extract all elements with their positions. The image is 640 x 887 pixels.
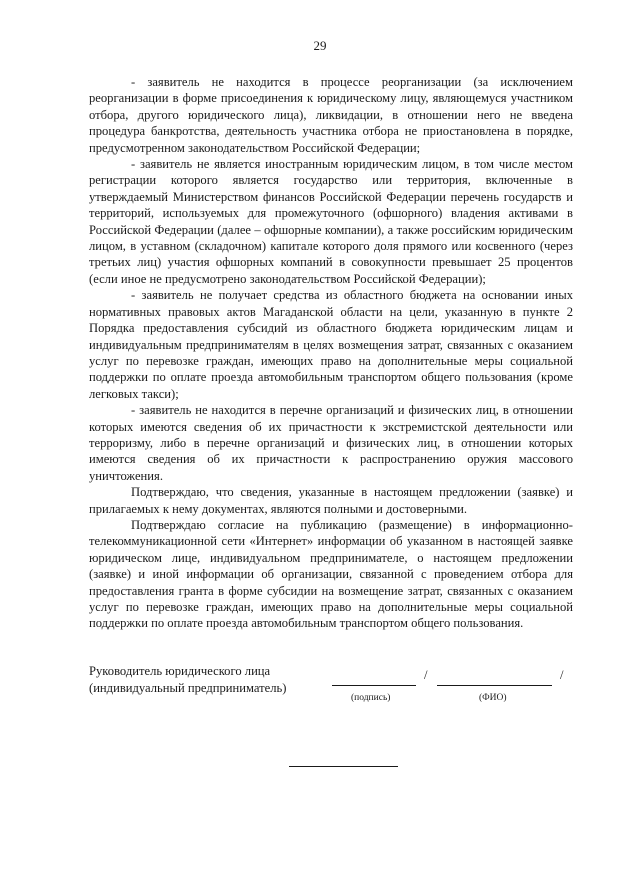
closing-rule — [289, 766, 398, 767]
signatory-label-line2: (индивидуальный предприниматель) — [89, 681, 287, 695]
full-name-line — [437, 685, 552, 686]
signatory-label — [89, 663, 286, 697]
signature-caption: (подпись) — [351, 693, 391, 703]
paragraph-reorganization: - заявитель не находится в процессе реорганизации (за исключением реорганизации в форме присоединения к юридическому лицу, являющемуся участником отбора, другого юридического лица), ликвидации, в отношении него не введена процедура банкротства, деятельность участника отбора не приостановлена в порядке, предусмотренном законодательством Российской Федерации; — [89, 75, 573, 155]
signature-line — [332, 685, 416, 686]
slash-separator: / — [424, 668, 428, 682]
paragraph-foreign-entity: - заявитель не является иностранным юридическим лицом, в том числе местом регистрации которого является государство или территория, включенные в утверждаемый Министерством финансов Российской Федерации перечень государств и территорий, используемых для промежуточного (офшорного) владения активами в Российской Федерации (далее – офшорные компании), а также российским юридическим лицом, в уставном (складочном) капитале которого доля прямого или косвенного (через третьих лиц) участия офшорных компаний в совокупности превышает 25 процентов (если иное не предусмотрено законодательством Российской Федерации); — [89, 157, 573, 286]
signatory-label-line1: Руководитель юридического лица — [89, 664, 271, 678]
full-name-caption: (ФИО) — [479, 693, 507, 703]
page-number: 29 — [313, 38, 327, 53]
signature-block — [89, 663, 573, 723]
paragraph-budget-funds: - заявитель не получает средства из областного бюджета на основании иных нормативных правовых актов Магаданской области на цели, указанную в пункте 2 Порядка предоставления субсидий из областного бюджета юридическим лицам и индивидуальным предпринимателям в целях возмещения затрат, связанных с оказанием услуг по перевозке граждан, имеющих право на дополнительные меры социальной поддержки по оплате проезда автомобильным транспортом общего пользования (кроме легковых такси); — [89, 288, 573, 401]
paragraph-extremism-list: - заявитель не находится в перечне организаций и физических лиц, в отношении которых имеются сведения об их причастности к экстремистской деятельности или терроризму, либо в перечне организаций и физических лиц, в отношении которых имеются сведения об их причастности к распространению оружия массового уничтожения. — [89, 403, 573, 483]
paragraph-confirmation: Подтверждаю, что сведения, указанные в настоящем предложении (заявке) и прилагаемых к нему документах, являются полными и достоверными. — [89, 485, 573, 516]
paragraph-publication-consent: Подтверждаю согласие на публикацию (размещение) в информационно-телекоммуникационной сети «Интернет» информации об указанном в настоящей заявке юридическом лице, индивидуальном предпринимателе, о настоящем предложении (заявке) и иной информации об организации, связанной с проведением отбора для предоставления гранта в форме субсидии на возмещение затрат, связанных с оказанием услуг по перевозке граждан, имеющих право на дополнительные меры социальной поддержки по оплате проезда автомобильным транспортом общего пользования. — [89, 517, 573, 631]
document-body — [89, 74, 573, 632]
slash-separator: / — [560, 668, 564, 682]
